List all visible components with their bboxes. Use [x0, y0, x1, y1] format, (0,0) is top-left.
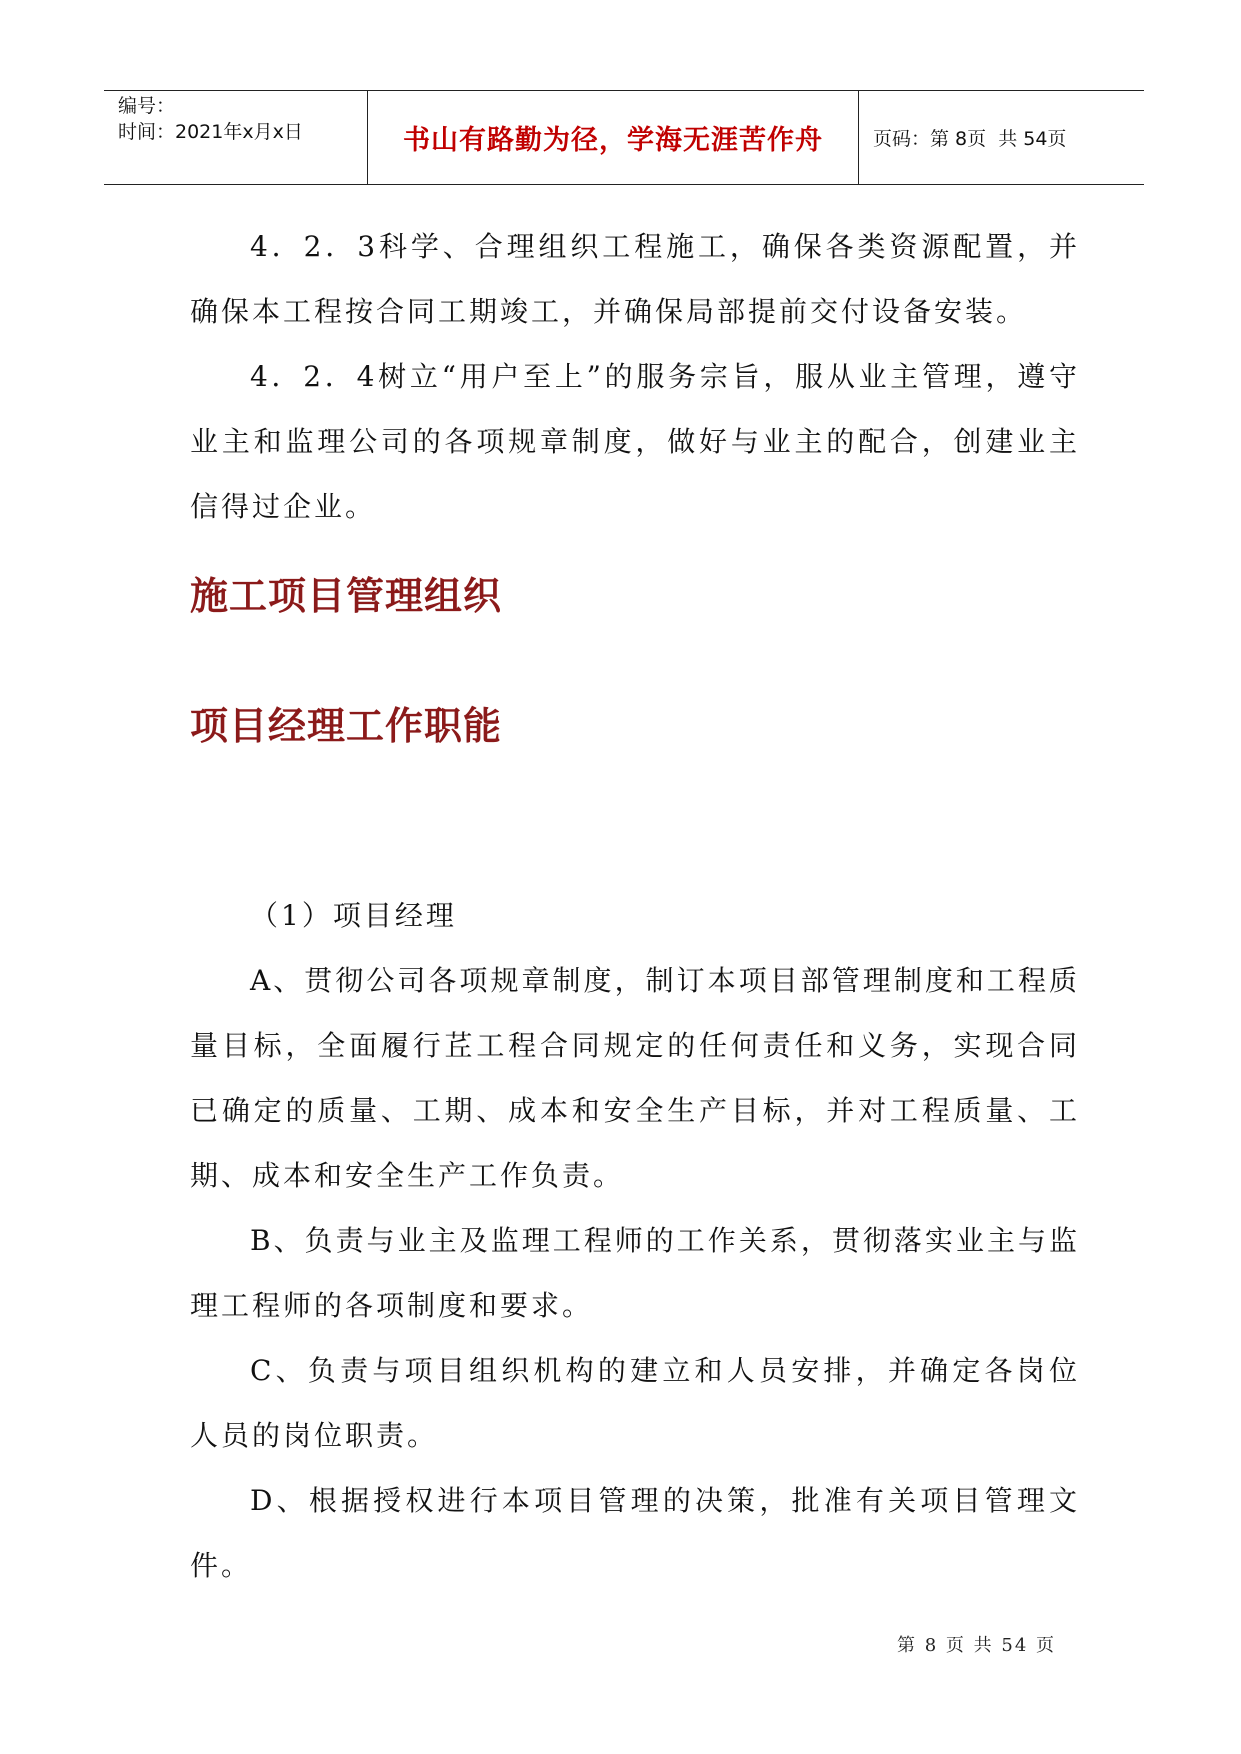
paragraph-duty-c: C、负责与项目组织机构的建立和人员安排，并确定各岗位人员的岗位职责。 — [190, 1354, 1080, 1452]
page-header — [104, 90, 1144, 185]
document-body — [190, 214, 1080, 1598]
paragraph-4-2-4: 4．2．4树立“用户至上”的服务宗旨，服从业主管理，遵守业主和监理公司的各项规章制度，做好与业主的配合，创建业主信得过企业。 — [190, 360, 1080, 523]
paragraph-duty-a: A、贯彻公司各项规章制度，制订本项目部管理制度和工程质量目标，全面履行茊工程合同规定的任何责任和义务，实现合同已确定的质量、工期、成本和安全生产目标，并对工程质量、工期、成本和安全生产工作负责。 — [190, 964, 1080, 1192]
page-footer: 第 8 页 共 54 页 — [897, 1635, 1056, 1656]
section-heading-manager-duties: 项目经理工作职能 — [190, 704, 503, 748]
paragraph-4-2-3: 4．2．3科学、合理组织工程施工，确保各类资源配置，并确保本工程按合同工期竣工，并确保局部提前交付设备安装。 — [190, 230, 1080, 328]
header-meta — [104, 91, 368, 184]
document-time-label: 时间：2021年x月x日 — [118, 121, 303, 143]
paragraph-duty-d: D、根据授权进行本项目管理的决策，批准有关项目管理文件。 — [190, 1484, 1080, 1582]
subheading-project-manager: （1）项目经理 — [250, 899, 457, 932]
spacer — [190, 765, 1080, 883]
section-heading-organization: 施工项目管理组织 — [190, 574, 503, 618]
document-number-label: 编号： — [118, 95, 176, 117]
header-page-number: 页码：第 8页 共 54页 — [873, 128, 1067, 150]
header-motto: 书山有路勤为径，学海无涯苦作舟 — [368, 91, 859, 184]
paragraph-duty-b: B、负责与业主及监理工程师的工作关系，贯彻落实业主与监理工程师的各项制度和要求。 — [190, 1224, 1080, 1322]
